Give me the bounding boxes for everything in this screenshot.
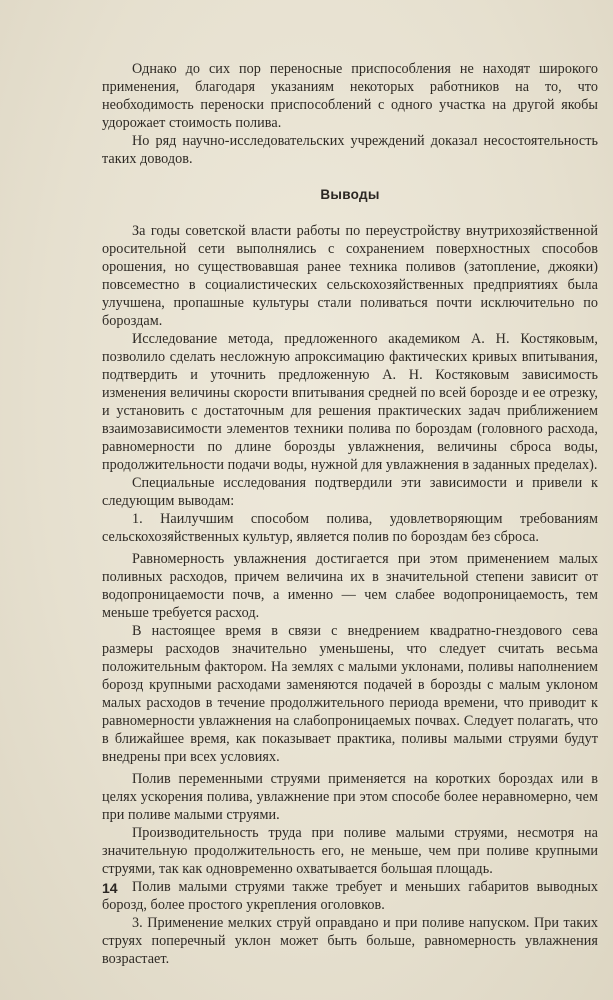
paragraph-10: 3. Применение мелких струй оправдано и при поливе напуском. При таких струях поперечный уклон может быть больше, равномерность увлажнения возрастает. <box>102 915 598 967</box>
paragraph-9: Полив малыми струями также требует и меньших габаритов выводных борозд, более простого укрепления оголовков. <box>102 879 598 913</box>
paragraph-5: Равномерность увлажнения достигается при этом применением малых поливных расходов, причем величина их в значительной степени зависит от водопроницаемости почв, а именно — чем слабее водопроницаемость, тем меньше требуется расход. <box>102 551 598 621</box>
paragraph-7: Полив переменными струями применяется на коротких бороздах или в целях ускорения полива, увлажнение при этом способе более неравномерно, чем при поливе малыми струями. <box>102 771 598 823</box>
paragraph-6: В настоящее время в связи с внедрением квадратно-гнездового сева размеры расходов значительно уменьшены, что следует считать весьма положительным фактором. На землях с малыми уклонами, поливы наполнением борозд крупными расходами заменяются подачей в борозды с малым уклоном малых расходов в течение продолжительного периода времени, что приводит к равномерности увлажнения на слабопроницаемых почвах. Следует полагать, что в ближайшее время, как показывает практика, поливы малыми струями будут внедрены при всех условиях. <box>102 623 598 765</box>
paragraph-8: Производительность труда при поливе малыми струями, несмотря на значительную продолжительность его, не меньше, чем при поливе крупными струями, так как одновременно охватывается большая площадь. <box>102 825 598 877</box>
paragraph-2: Исследование метода, предложенного академиком А. Н. Костяковым, позволило сделать несложную апроксимацию фактических кривых впитывания, подтвердить и уточнить предложенную А. Н. Костяковым зависимость изменения величины скорости впитывания средней по всей борозде и ее отрезку, и установить с достаточным для решения практических задач приближением взаимозависимости элементов техники полива по бороздам (головного расхода, равномерности по длине борозды увлажнения, величины сброса воды, продолжительности подачи воды, нужной для увлажнения в заданных пределах). <box>102 331 598 473</box>
paragraph-3: Специальные исследования подтвердили эти зависимости и привели к следующим выводам: <box>102 475 598 509</box>
section-title: Выводы <box>320 187 380 202</box>
intro-paragraph-2: Но ряд научно-исследовательских учреждений доказал несостоятельность таких доводов. <box>102 133 598 167</box>
page-number: 14 <box>102 880 118 896</box>
paragraph-1: За годы советской власти работы по переустройству внутрихозяйственной оросительной сети выполнялись с сохранением поверхностных способов орошения, но существовавшая ранее техника поливов (затопление, джояки) повсеместно в социалистических сельскохозяйственных предприятиях была улучшена, пропашные культуры стали поливаться почти исключительно по бороздам. <box>102 223 598 329</box>
paragraph-4: 1. Наилучшим способом полива, удовлетворяющим требованиям сельскохозяйственных культур, является полив по бороздам без сброса. <box>102 511 598 545</box>
intro-paragraph-1: Однако до сих пор переносные приспособления не находят широкого применения, благодаря указаниям некоторых работников на то, что необходимость переноски приспособлений с одного участка на другой якобы удорожает стоимость полива. <box>102 61 598 131</box>
page-body <box>102 60 598 968</box>
